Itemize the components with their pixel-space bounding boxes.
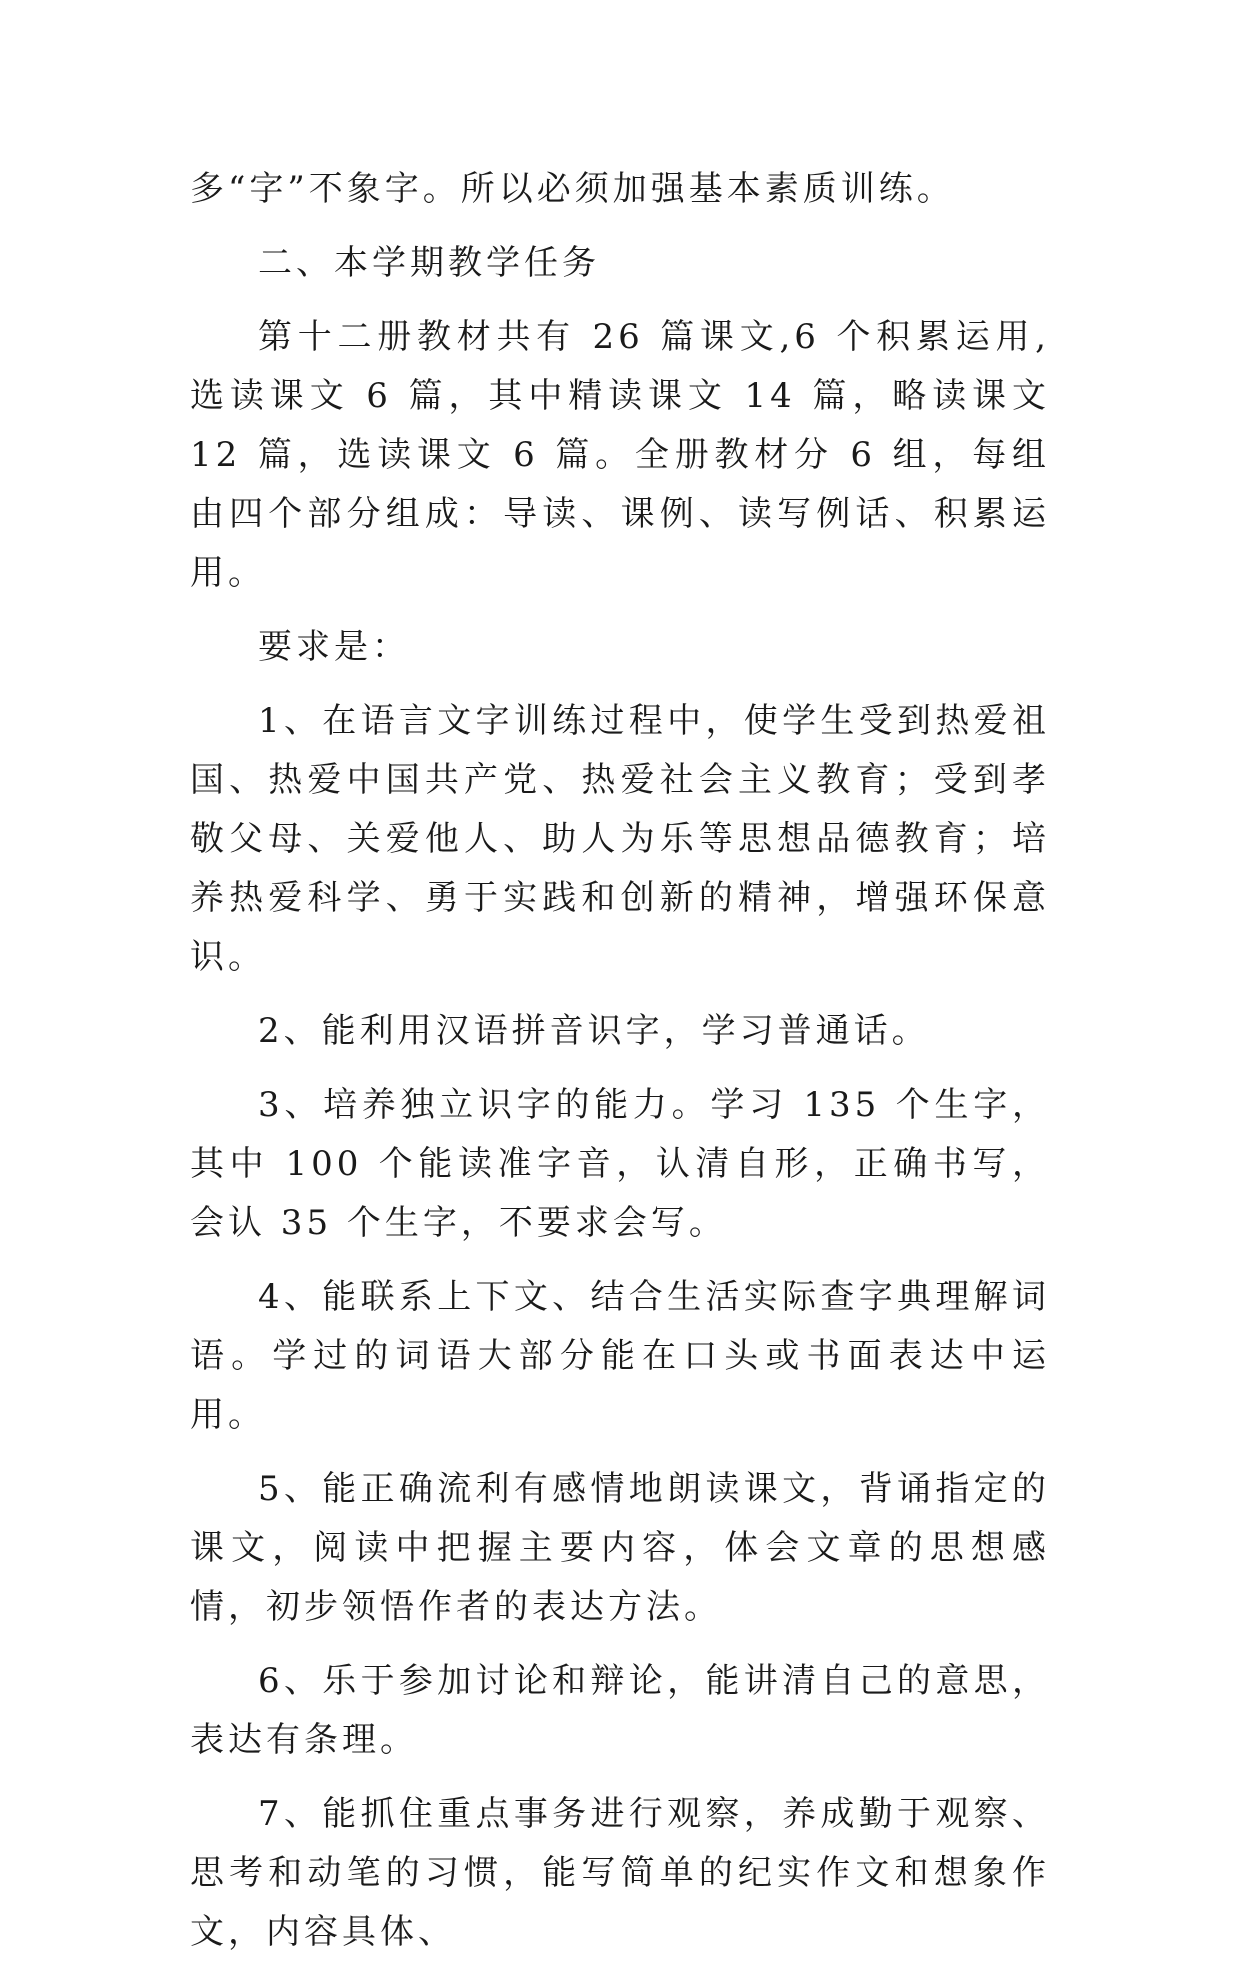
paragraph-requirements-intro: 要求是： (258, 627, 410, 667)
document-body (190, 160, 1050, 1977)
requirement-item-1: 1、在语言文字训练过程中，使学生受到热爱祖国、热爱中国共产党、热爱社会主义教育；受到孝敬父母、关爱他人、助人为乐等思想品德教育；培养热爱科学、勇于实践和创新的精神，增强环保意识。 (190, 701, 1050, 977)
requirement-item-5: 5、能正确流利有感情地朗读课文，背诵指定的课文，阅读中把握主要内容，体会文章的思想感情，初步领悟作者的表达方法。 (190, 1469, 1050, 1627)
requirement-item-3: 3、培养独立识字的能力。学习 135 个生字，其中 100 个能读准字音，认清自形，正确书写，会认 35 个生字，不要求会写。 (190, 1085, 1050, 1243)
requirement-item-7: 7、能抓住重点事务进行观察，养成勤于观察、思考和动笔的习惯，能写简单的纪实作文和想象作文，内容具体、 (190, 1794, 1050, 1952)
section-heading: 二、本学期教学任务 (258, 243, 600, 283)
requirement-item-4: 4、能联系上下文、结合生活实际查字典理解词语。学过的词语大部分能在口头或书面表达中运用。 (190, 1277, 1050, 1435)
paragraph-continuation: 多“字”不象字。所以必须加强基本素质训练。 (190, 169, 955, 209)
requirement-item-6: 6、乐于参加讨论和辩论，能讲清自己的意思，表达有条理。 (190, 1661, 1050, 1760)
paragraph-textbook-overview: 第十二册教材共有 26 篇课文,6 个积累运用,选读课文 6 篇，其中精读课文 14 篇，略读课文 12 篇，选读课文 6 篇。全册教材分 6 组，每组由四个部分组成：导读、课例、读写例话、积累运用。 (190, 317, 1050, 593)
requirement-item-2: 2、能利用汉语拼音识字，学习普通话。 (258, 1011, 930, 1051)
